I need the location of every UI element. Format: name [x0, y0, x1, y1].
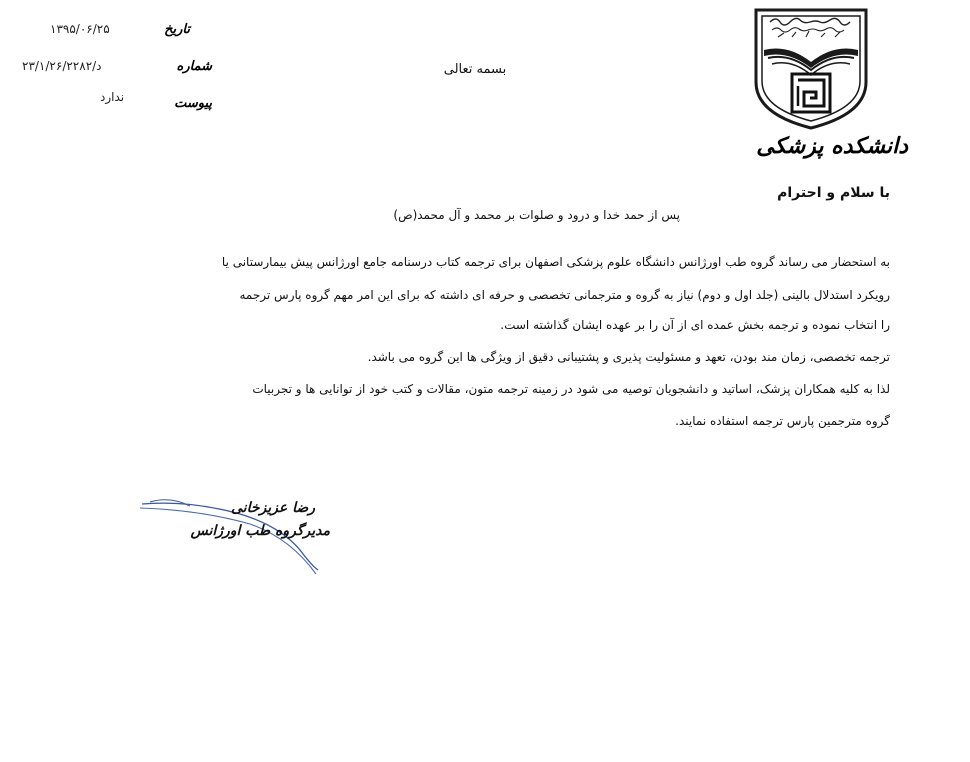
basmala: بسمه تعالی [443, 62, 507, 77]
number-label: شماره [176, 59, 212, 74]
number-value: د/۲۳/۱/۲۶/۲۲۸۲ [22, 59, 102, 73]
body-line: لذا به کلیه همکاران پزشک، اساتید و دانشجویان توصیه می شود در زمینه ترجمه متون، مقالات و کتب خود از توانایی ها و تجربیات [252, 382, 890, 396]
date-value: ۱۳۹۵/۰۶/۲۵ [50, 22, 110, 36]
body-line: ترجمه تخصصی، زمان مند بودن، تعهد و مسئولیت پذیری و پشتیبانی دقیق از ویژگی ها این گروه می باشد. [367, 350, 890, 364]
greeting: با سلام و احترام [777, 185, 890, 201]
attachment-label: پیوست [174, 96, 212, 111]
university-logo [748, 4, 874, 132]
praise-line: پس از حمد خدا و درود و صلوات بر محمد و آل محمد(ص) [393, 208, 680, 222]
signer-title: مدیرگروه طب اورژانس [190, 523, 330, 539]
body-line: به استحضار می رساند گروه طب اورژانس دانشگاه علوم پزشکی اصفهان برای ترجمه کتاب درسنامه جامع اورژانس پیش بیمارستانی یا [221, 255, 890, 269]
date-label: تاریخ [164, 22, 190, 37]
body-line: رویکرد استدلال بالینی (جلد اول و دوم) نیاز به گروه و مترجمانی تخصصی و حرفه ای داشته که برای این امر مهم گروه پارس ترجمه [239, 288, 890, 302]
faculty-name: دانشکده پزشکی [756, 134, 908, 159]
attachment-value: ندارد [100, 90, 125, 104]
signer-name: رضا عزیزخانی [231, 500, 315, 516]
body-line: را انتخاب نموده و ترجمه بخش عمده ای از آن را بر عهده ایشان گذاشته است. [500, 318, 890, 332]
body-line: گروه مترجمین پارس ترجمه استفاده نمایند. [675, 414, 890, 428]
